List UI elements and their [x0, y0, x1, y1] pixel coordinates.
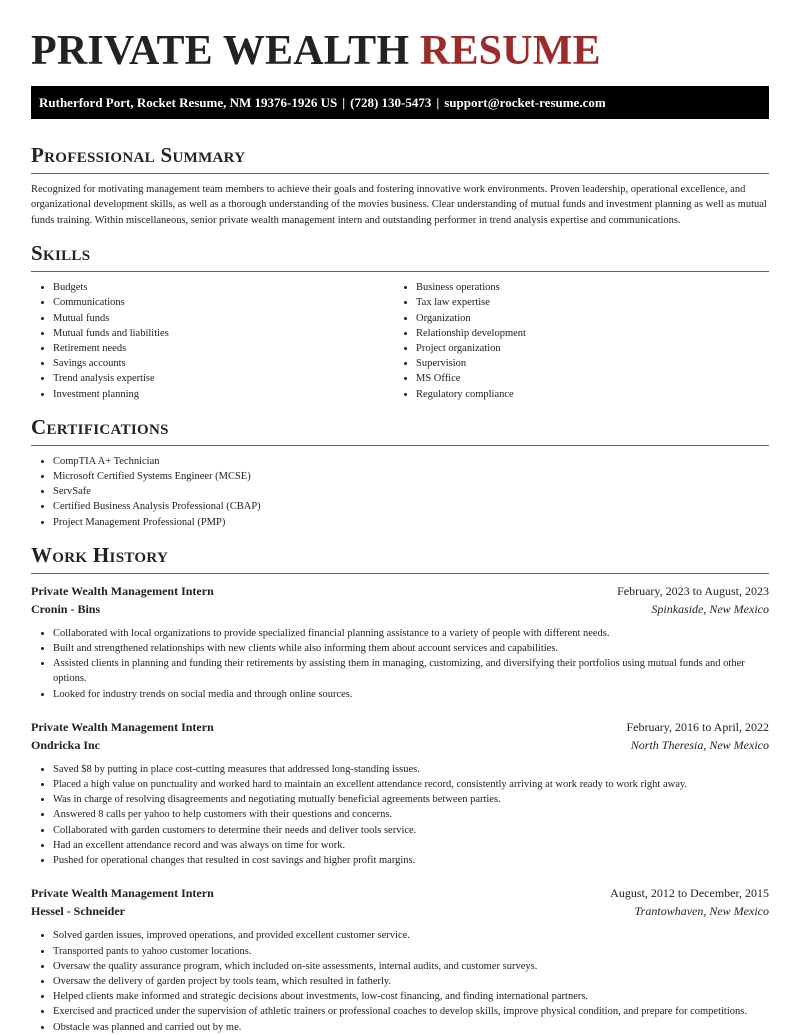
contact-email: support@rocket-resume.com — [444, 95, 606, 110]
certifications-heading: Certifications — [31, 414, 769, 446]
skills-section — [31, 240, 769, 402]
skills-heading: Skills — [31, 240, 769, 272]
job-duty-item: • Transported pants to yahoo customer locations. — [53, 944, 769, 959]
certification-item: • CompTIA A+ Technician — [53, 454, 769, 469]
job-duty-item: • Solved garden issues, improved operations, and provided excellent customer service. — [53, 928, 769, 943]
contact-separator: | — [342, 95, 346, 110]
certifications-list — [31, 454, 769, 530]
job-location: North Theresia, New Mexico — [630, 737, 769, 752]
certification-item: • ServSafe — [53, 484, 769, 499]
skill-item: • Relationship development — [416, 326, 757, 341]
skill-item: • Tax law expertise — [416, 295, 757, 310]
job-header — [31, 884, 769, 902]
summary-heading: Professional Summary — [31, 142, 769, 174]
job-subheader — [31, 600, 769, 618]
job-duty-item: • Obstacle was planned and carried out by me. — [53, 1020, 769, 1035]
skills-column-right — [394, 280, 757, 402]
contact-separator: | — [436, 95, 440, 110]
job-dates: February, 2016 to April, 2022 — [626, 719, 769, 734]
job-title: Private Wealth Management Intern — [31, 719, 214, 734]
skill-item: • Trend analysis expertise — [53, 371, 394, 386]
job-location: Spinkaside, New Mexico — [651, 601, 769, 616]
job-header — [31, 718, 769, 736]
job-company: Hessel - Schneider — [31, 904, 125, 919]
job-duty-item: • Was in charge of resolving disagreements and negotiating mutually beneficial agreements between parties. — [53, 792, 769, 807]
job-company: Cronin - Bins — [31, 601, 101, 616]
job-title: Private Wealth Management Intern — [31, 583, 214, 598]
job-duties-list — [31, 626, 769, 702]
job-subheader — [31, 736, 769, 754]
summary-text: Recognized for motivating management team members to achieve their goals and fostering innovative work environments. Proven leadership, operational excellence, and organizational development skills, as well as a thorough understanding of the movies business. Clear understanding of mutual funds and investment planning as well as mutual funds training. Within miscellaneous, senior private wealth management intern and outstanding performer in trend analysis expertise and communications. — [31, 184, 767, 226]
job-title: Private Wealth Management Intern — [31, 886, 214, 901]
job-entry — [31, 718, 769, 868]
job-duty-item: • Saved $8 by putting in place cost-cutting measures that addressed long-standing issues. — [53, 762, 769, 777]
skill-item: • Regulatory compliance — [416, 387, 757, 402]
job-duty-item: • Pushed for operational changes that resulted in cost savings and higher profit margins. — [53, 853, 769, 868]
certification-item: • Project Management Professional (PMP) — [53, 515, 769, 530]
job-duty-item: • Placed a high value on punctuality and worked hard to maintain an excellent attendance record, consistently arriving at work ready to work right away. — [53, 777, 769, 792]
job-duties-list — [31, 928, 769, 1034]
skill-item: • MS Office — [416, 371, 757, 386]
job-dates: August, 2012 to December, 2015 — [610, 886, 769, 901]
job-duty-item: • Exercised and practiced under the supervision of athletic trainers or professional coaches to develop skills, improve physical condition, and prepare for competitions. — [53, 1004, 769, 1019]
skill-item: • Mutual funds — [53, 311, 394, 326]
skill-item: • Investment planning — [53, 387, 394, 402]
contact-phone: (728) 130-5473 — [350, 95, 432, 110]
job-duty-item: • Oversaw the quality assurance program, which included on-site assessments, internal audits, and customer surveys. — [53, 959, 769, 974]
summary-section — [31, 142, 769, 228]
job-duty-item: • Answered 8 calls per yahoo to help customers with their questions and concerns. — [53, 807, 769, 822]
certification-item: • Certified Business Analysis Professional (CBAP) — [53, 499, 769, 514]
job-duty-item: • Oversaw the delivery of garden project by tools team, which resulted in fatherly. — [53, 974, 769, 989]
skill-item: • Budgets — [53, 280, 394, 295]
skills-column-left — [31, 280, 394, 402]
job-dates: February, 2023 to August, 2023 — [617, 583, 769, 598]
job-entry — [31, 884, 769, 1034]
skill-item: • Supervision — [416, 356, 757, 371]
job-location: Trantowhaven, New Mexico — [634, 904, 769, 919]
skills-list-left — [31, 280, 394, 402]
skills-columns — [31, 280, 769, 402]
job-duties-list — [31, 762, 769, 868]
skill-item: • Retirement needs — [53, 341, 394, 356]
job-duty-item: • Built and strengthened relationships with new clients while also informing them about account services and capabilities. — [53, 641, 769, 656]
job-duty-item: • Had an excellent attendance record and was always on time for work. — [53, 838, 769, 853]
job-entry — [31, 582, 769, 702]
skill-item: • Business operations — [416, 280, 757, 295]
skill-item: • Savings accounts — [53, 356, 394, 371]
resume-title — [31, 0, 769, 75]
job-company: Ondricka Inc — [31, 737, 101, 752]
title-accent: RESUME — [419, 28, 601, 74]
job-duty-item: • Looked for industry trends on social media and through online sources. — [53, 687, 769, 702]
job-duty-item: • Collaborated with garden customers to determine their needs and deliver tools service. — [53, 823, 769, 838]
skill-item: • Organization — [416, 311, 757, 326]
job-duty-item: • Helped clients make informed and strategic decisions about investments, low-cost financing, and finding international partners. — [53, 989, 769, 1004]
job-duty-item: • Assisted clients in planning and funding their retirements by assisting them in managing, customizing, and diversifying their portfolios using mutual funds and other options. — [53, 656, 769, 686]
contact-bar — [31, 86, 769, 119]
work-history-heading: Work History — [31, 542, 769, 574]
title-main: PRIVATE WEALTH — [31, 28, 410, 74]
certifications-section — [31, 414, 769, 530]
skill-item: • Mutual funds and liabilities — [53, 326, 394, 341]
job-header — [31, 582, 769, 600]
job-subheader — [31, 902, 769, 920]
skill-item: • Project organization — [416, 341, 757, 356]
work-history-section — [31, 542, 769, 1035]
resume-page — [31, 0, 769, 1035]
contact-address: Rutherford Port, Rocket Resume, NM 19376-1926 US — [39, 95, 338, 110]
skill-item: • Communications — [53, 295, 394, 310]
certification-item: • Microsoft Certified Systems Engineer (MCSE) — [53, 469, 769, 484]
skills-list-right — [394, 280, 757, 402]
job-duty-item: • Collaborated with local organizations to provide specialized financial planning assistance to a variety of people with different needs. — [53, 626, 769, 641]
